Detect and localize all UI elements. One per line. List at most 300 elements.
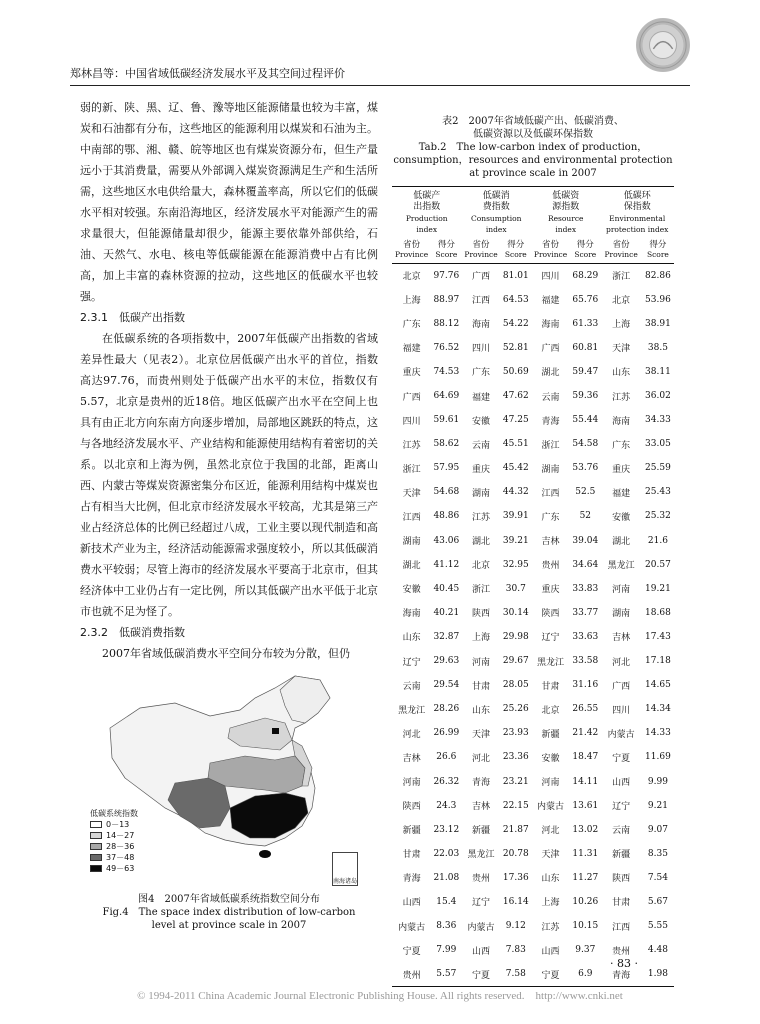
table-row	[392, 842, 674, 866]
province-cell: 广东	[612, 440, 631, 451]
score-cell: 50.69	[502, 366, 529, 377]
score-cell: 22.03	[433, 848, 460, 859]
score-cell: 11.69	[645, 752, 671, 763]
score-cell: 9.37	[575, 945, 596, 956]
table-row	[392, 890, 674, 914]
province-cell: 云南	[612, 826, 631, 837]
table-caption-cn-1: 表2 2007年省域低碳产出、低碳消费、	[442, 116, 624, 127]
score-cell: 5.67	[647, 896, 668, 907]
province-cell: 新疆	[402, 826, 421, 837]
legend-item: 49－63	[90, 863, 138, 874]
score-cell: 54.22	[502, 318, 529, 329]
table-row	[392, 769, 674, 793]
province-cell: 青海	[402, 874, 421, 885]
table-row	[392, 384, 674, 408]
score-cell: 22.15	[502, 800, 529, 811]
score-header: 得分 Score	[501, 235, 531, 264]
province-cell: 广东	[472, 368, 491, 379]
score-cell: 33.63	[572, 631, 599, 642]
province-cell: 安徽	[612, 512, 631, 523]
province-cell: 内蒙古	[398, 922, 426, 933]
province-cell: 山东	[541, 874, 560, 885]
province-cell: 河北	[472, 753, 491, 764]
province-cell: 甘肃	[612, 898, 631, 909]
score-cell: 59.36	[572, 391, 599, 402]
score-cell: 14.65	[645, 680, 671, 691]
table-section	[392, 115, 674, 987]
province-cell: 青海	[600, 962, 641, 986]
score-cell: 5.55	[647, 921, 668, 932]
province-cell: 四川	[612, 705, 631, 716]
table-row	[392, 914, 674, 938]
province-cell: 内蒙古	[537, 802, 565, 813]
province-cell: 新疆	[472, 826, 491, 837]
province-cell: 北京	[541, 705, 560, 716]
province-cell: 江苏	[402, 440, 421, 451]
province-cell: 陕西	[472, 609, 491, 620]
score-cell: 9.12	[505, 921, 526, 932]
score-cell: 61.33	[572, 318, 599, 329]
table-row	[392, 866, 674, 890]
figure-caption-en-2: level at province scale in 2007	[151, 920, 307, 931]
score-cell: 57.95	[433, 463, 460, 474]
table-row	[392, 288, 674, 312]
province-cell: 湖南	[541, 464, 560, 475]
score-cell: 40.45	[433, 583, 460, 594]
score-cell: 18.68	[645, 607, 671, 618]
table-caption-en-2: consumption，resources and environmental protection	[393, 155, 673, 166]
score-cell: 29.63	[433, 656, 460, 667]
province-cell: 福建	[612, 488, 631, 499]
province-cell: 甘肃	[472, 681, 491, 692]
paragraph: 弱的新、陕、黑、辽、鲁、豫等地区能源储量也较为丰富，煤炭和石油都有分布，这些地区的能源利用以煤炭和石油为主。中南部的鄂、湘、赣、皖等地区也有煤炭资源分布，但生产量远小于其消费量，需要从外部调入煤炭资源满足生产和生活所需，这些地区水电供给量大，森林覆盖率高，所以它们的低碳水平相对较强。东南沿海地区，经济发展水平对能源产生的需求量很大，但能源储量却很少，能源主要依靠外部供给，石油、天然气、水电、核电等低碳能源在能源消费中占有比例高，加上丰富的森林资源的拉动，这些地区的低碳水平也较强。	[80, 101, 378, 303]
province-header: 省份 Province	[600, 235, 641, 264]
province-cell: 重庆	[402, 368, 421, 379]
score-cell: 25.59	[645, 463, 671, 474]
table-row	[392, 408, 674, 432]
province-cell: 安徽	[541, 753, 560, 764]
table-caption-cn-2: 低碳资源以及低碳环保指数	[473, 129, 593, 140]
province-cell: 广东	[541, 512, 560, 523]
province-cell: 广西	[472, 272, 491, 283]
province-cell: 海南	[612, 416, 631, 427]
province-cell: 山东	[402, 633, 421, 644]
figure-caption-en-1: Fig.4 The space index distribution of low-carbon	[102, 907, 356, 918]
score-cell: 14.34	[645, 704, 671, 715]
province-cell: 湖北	[402, 561, 421, 572]
score-cell: 14.33	[645, 728, 671, 739]
score-cell: 9.07	[647, 824, 668, 835]
paragraph: 2007年省域低碳消费水平空间分布较为分散，但仍	[102, 647, 350, 660]
score-cell: 39.21	[502, 535, 529, 546]
score-cell: 15.4	[436, 896, 457, 907]
province-cell: 四川	[472, 344, 491, 355]
province-cell: 山西	[472, 946, 491, 957]
score-cell: 41.12	[433, 559, 460, 570]
score-cell: 53.96	[645, 294, 671, 305]
low-carbon-index-table	[392, 186, 674, 987]
figure-caption-cn: 图4 2007年省域低碳系统指数空间分布	[138, 894, 320, 905]
score-cell: 17.36	[502, 872, 529, 883]
province-cell: 山东	[472, 705, 491, 716]
province-cell: 山西	[541, 946, 560, 957]
score-cell: 26.55	[572, 704, 599, 715]
province-cell: 江苏	[472, 512, 491, 523]
score-cell: 36.02	[645, 391, 671, 402]
table-row	[392, 577, 674, 601]
province-cell: 山西	[402, 898, 421, 909]
table-row	[392, 794, 674, 818]
score-cell: 30.14	[502, 607, 529, 618]
map-legend	[90, 808, 138, 874]
province-cell: 贵州	[392, 962, 431, 986]
province-cell: 吉林	[402, 753, 421, 764]
province-cell: 天津	[472, 729, 491, 740]
score-cell: 4.48	[647, 945, 668, 956]
table-row	[392, 697, 674, 721]
province-cell: 上海	[472, 633, 491, 644]
province-cell: 福建	[472, 392, 491, 403]
figure-caption	[80, 893, 378, 932]
table-body	[392, 264, 674, 987]
score-cell: 5.57	[431, 962, 461, 986]
score-cell: 33.05	[645, 439, 671, 450]
score-cell: 18.47	[572, 752, 599, 763]
province-header: 省份 Province	[531, 235, 570, 264]
score-cell: 34.64	[572, 559, 599, 570]
province-cell: 内蒙古	[607, 729, 635, 740]
province-cell: 安徽	[472, 416, 491, 427]
score-cell: 33.58	[572, 656, 599, 667]
table-row	[392, 625, 674, 649]
province-cell: 福建	[402, 344, 421, 355]
province-cell: 广西	[402, 392, 421, 403]
province-cell: 河南	[541, 778, 560, 789]
table-caption-en-3: at province scale in 2007	[469, 168, 597, 179]
copyright-footer: © 1994-2011 China Academic Journal Electronic Publishing House. All rights reserved. http://www.cnki.net	[137, 990, 623, 1002]
score-cell: 32.95	[502, 559, 529, 570]
score-cell: 32.87	[433, 631, 460, 642]
province-cell: 湖北	[472, 537, 491, 548]
score-cell: 38.11	[645, 366, 671, 377]
table-row	[392, 264, 674, 288]
province-cell: 天津	[402, 488, 421, 499]
province-cell: 天津	[541, 850, 560, 861]
score-cell: 25.43	[645, 487, 671, 498]
score-cell: 21.6	[647, 535, 668, 546]
legend-item: 37－48	[90, 852, 138, 863]
score-cell: 9.99	[647, 776, 668, 787]
province-cell: 上海	[612, 320, 631, 331]
score-cell: 53.76	[572, 463, 599, 474]
province-cell: 山西	[612, 778, 631, 789]
province-cell: 浙江	[541, 440, 560, 451]
score-cell: 7.99	[436, 945, 457, 956]
table-row	[392, 553, 674, 577]
score-cell: 21.87	[502, 824, 529, 835]
province-cell: 甘肃	[402, 850, 421, 861]
score-cell: 52	[579, 511, 592, 522]
score-cell: 64.69	[433, 391, 460, 402]
score-cell: 28.26	[433, 704, 460, 715]
province-cell: 重庆	[541, 585, 560, 596]
table-row	[392, 529, 674, 553]
score-cell: 28.05	[502, 680, 529, 691]
province-cell: 浙江	[472, 585, 491, 596]
province-cell: 黑龙江	[398, 705, 426, 716]
score-cell: 17.43	[645, 631, 671, 642]
score-cell: 64.53	[502, 294, 529, 305]
score-cell: 55.44	[572, 415, 599, 426]
score-cell: 74.53	[433, 366, 460, 377]
score-cell: 54.58	[572, 439, 599, 450]
province-cell: 新疆	[612, 850, 631, 861]
score-cell: 6.9	[570, 962, 600, 986]
province-cell: 北京	[402, 272, 421, 283]
province-cell: 湖北	[541, 368, 560, 379]
score-cell: 23.36	[502, 752, 529, 763]
province-cell: 宁夏	[402, 946, 421, 957]
province-cell: 宁夏	[461, 962, 500, 986]
province-cell: 贵州	[472, 874, 491, 885]
score-cell: 52.5	[575, 487, 596, 498]
province-cell: 新疆	[541, 729, 560, 740]
province-cell: 海南	[541, 320, 560, 331]
score-cell: 59.47	[572, 366, 599, 377]
score-cell: 29.67	[502, 656, 529, 667]
legend-title: 低碳系统指数	[90, 809, 138, 818]
score-cell: 58.62	[433, 439, 460, 450]
score-cell: 9.21	[647, 800, 668, 811]
province-cell: 江西	[612, 922, 631, 933]
score-cell: 52.81	[502, 342, 529, 353]
score-cell: 44.32	[502, 487, 529, 498]
score-cell: 10.15	[572, 921, 599, 932]
province-cell: 湖南	[472, 488, 491, 499]
score-cell: 24.3	[436, 800, 457, 811]
score-cell: 20.57	[645, 559, 671, 570]
legend-item: 0－13	[90, 819, 138, 830]
province-cell: 辽宁	[402, 657, 421, 668]
score-cell: 23.12	[433, 824, 460, 835]
score-cell: 45.42	[502, 463, 529, 474]
score-cell: 13.02	[572, 824, 599, 835]
score-cell: 39.91	[502, 511, 529, 522]
province-cell: 宁夏	[531, 962, 570, 986]
score-header: 得分 Score	[431, 235, 461, 264]
score-cell: 8.36	[436, 921, 457, 932]
province-cell: 河南	[472, 657, 491, 668]
score-cell: 26.6	[436, 752, 457, 763]
table-caption	[392, 115, 674, 180]
score-cell: 19.21	[645, 583, 671, 594]
province-cell: 福建	[541, 296, 560, 307]
score-cell: 23.93	[502, 728, 529, 739]
region-hainan	[259, 850, 271, 858]
province-cell: 吉林	[472, 802, 491, 813]
province-cell: 青海	[472, 778, 491, 789]
score-cell: 39.04	[572, 535, 599, 546]
province-cell: 云南	[541, 392, 560, 403]
province-cell: 贵州	[541, 561, 560, 572]
score-cell: 21.42	[572, 728, 599, 739]
score-cell: 29.98	[502, 631, 529, 642]
province-cell: 湖北	[612, 537, 631, 548]
table-row	[392, 818, 674, 842]
score-cell: 54.68	[433, 487, 460, 498]
score-cell: 47.25	[502, 415, 529, 426]
score-cell: 26.99	[433, 728, 460, 739]
journal-logo-icon	[636, 18, 690, 72]
score-cell: 25.26	[502, 704, 529, 715]
score-cell: 7.58	[501, 962, 531, 986]
province-cell: 内蒙古	[467, 922, 495, 933]
province-cell: 海南	[402, 609, 421, 620]
legend-item: 14－27	[90, 830, 138, 841]
table-row	[392, 601, 674, 625]
province-cell: 上海	[541, 898, 560, 909]
province-cell: 辽宁	[541, 633, 560, 644]
province-cell: 黑龙江	[607, 561, 635, 572]
running-header	[70, 62, 690, 86]
score-cell: 48.86	[433, 511, 460, 522]
score-cell: 21.08	[433, 872, 460, 883]
score-cell: 60.81	[572, 342, 599, 353]
table-row	[392, 721, 674, 745]
score-cell: 31.16	[572, 680, 599, 691]
score-cell: 38.91	[645, 318, 671, 329]
region-beijing	[272, 728, 279, 734]
province-cell: 贵州	[612, 946, 631, 957]
province-cell: 吉林	[541, 537, 560, 548]
choropleth-map-figure	[80, 668, 378, 890]
province-cell: 江西	[402, 512, 421, 523]
province-cell: 四川	[541, 272, 560, 283]
score-cell: 33.83	[572, 583, 599, 594]
province-cell: 广西	[541, 344, 560, 355]
score-cell: 38.5	[647, 342, 668, 353]
group-header: 低碳资 源指数 Resource index	[531, 187, 600, 236]
table-row	[392, 649, 674, 673]
score-cell: 30.7	[505, 583, 526, 594]
province-cell: 江西	[472, 296, 491, 307]
province-cell: 青海	[541, 416, 560, 427]
province-cell: 江苏	[612, 392, 631, 403]
province-cell: 黑龙江	[537, 657, 565, 668]
province-cell: 河南	[612, 585, 631, 596]
running-title: 郑林昌等：中国省域低碳经济发展水平及其空间过程评价	[70, 67, 345, 80]
group-header: 低碳产 出指数 Production index	[392, 187, 461, 236]
legend-item: 28－36	[90, 841, 138, 852]
table-row	[392, 336, 674, 360]
section-heading-consumption-index: 2.3.2 低碳消费指数	[80, 626, 185, 639]
group-header: 低碳消 费指数 Consumption index	[461, 187, 530, 236]
table-row	[392, 504, 674, 528]
province-cell: 云南	[472, 440, 491, 451]
province-cell: 陕西	[541, 609, 560, 620]
score-cell: 11.27	[572, 872, 599, 883]
score-cell: 1.98	[642, 962, 674, 986]
score-cell: 34.33	[645, 415, 671, 426]
score-cell: 45.51	[502, 439, 529, 450]
body-text-left-column	[80, 97, 378, 664]
province-cell: 陕西	[612, 874, 631, 885]
score-cell: 26.32	[433, 776, 460, 787]
province-cell: 甘肃	[541, 681, 560, 692]
province-cell: 江西	[541, 488, 560, 499]
score-cell: 7.54	[647, 872, 668, 883]
province-cell: 重庆	[472, 464, 491, 475]
province-cell: 海南	[472, 320, 491, 331]
score-cell: 47.62	[502, 391, 529, 402]
province-cell: 广东	[402, 320, 421, 331]
province-cell: 河南	[402, 778, 421, 789]
province-cell: 四川	[402, 416, 421, 427]
score-cell: 82.86	[645, 270, 671, 281]
province-cell: 北京	[612, 296, 631, 307]
score-cell: 14.11	[572, 776, 599, 787]
province-cell: 天津	[612, 344, 631, 355]
inset-label: 南海诸岛	[333, 878, 358, 885]
score-cell: 33.77	[572, 607, 599, 618]
province-cell: 重庆	[612, 464, 631, 475]
province-header: 省份 Province	[392, 235, 431, 264]
province-cell: 黑龙江	[467, 850, 495, 861]
province-cell: 湖南	[402, 537, 421, 548]
score-cell: 20.78	[502, 848, 529, 859]
table-row	[392, 673, 674, 697]
score-cell: 29.54	[433, 680, 460, 691]
province-cell: 浙江	[402, 464, 421, 475]
province-cell: 宁夏	[612, 753, 631, 764]
province-cell: 辽宁	[472, 898, 491, 909]
page-number: · 83 ·	[610, 957, 638, 970]
province-cell: 江苏	[541, 922, 560, 933]
score-header: 得分 Score	[570, 235, 600, 264]
province-cell: 河北	[402, 729, 421, 740]
table-row	[392, 456, 674, 480]
table-row	[392, 432, 674, 456]
table-row	[392, 312, 674, 336]
score-cell: 13.61	[572, 800, 599, 811]
score-cell: 65.76	[572, 294, 599, 305]
province-cell: 浙江	[612, 272, 631, 283]
province-cell: 湖南	[612, 609, 631, 620]
province-cell: 云南	[402, 681, 421, 692]
table-row	[392, 480, 674, 504]
province-cell: 山东	[612, 368, 631, 379]
score-cell: 97.76	[433, 270, 460, 281]
score-cell: 40.21	[433, 607, 460, 618]
province-header: 省份 Province	[461, 235, 500, 264]
province-cell: 吉林	[612, 633, 631, 644]
table-row	[392, 360, 674, 384]
score-cell: 88.97	[433, 294, 460, 305]
score-cell: 16.14	[502, 896, 529, 907]
score-cell: 8.35	[647, 848, 668, 859]
score-cell: 76.52	[433, 342, 460, 353]
table-sub-header	[392, 235, 674, 264]
table-row	[392, 745, 674, 769]
group-header: 低碳环 保指数 Environmental protection index	[600, 187, 674, 236]
table-caption-en-1: Tab.2 The low-carbon index of production，	[418, 142, 648, 153]
province-cell: 河北	[612, 657, 631, 668]
south-china-sea-inset	[332, 852, 358, 886]
province-cell: 陕西	[402, 802, 421, 813]
province-cell: 上海	[402, 296, 421, 307]
province-cell: 北京	[472, 561, 491, 572]
score-header: 得分 Score	[642, 235, 674, 264]
